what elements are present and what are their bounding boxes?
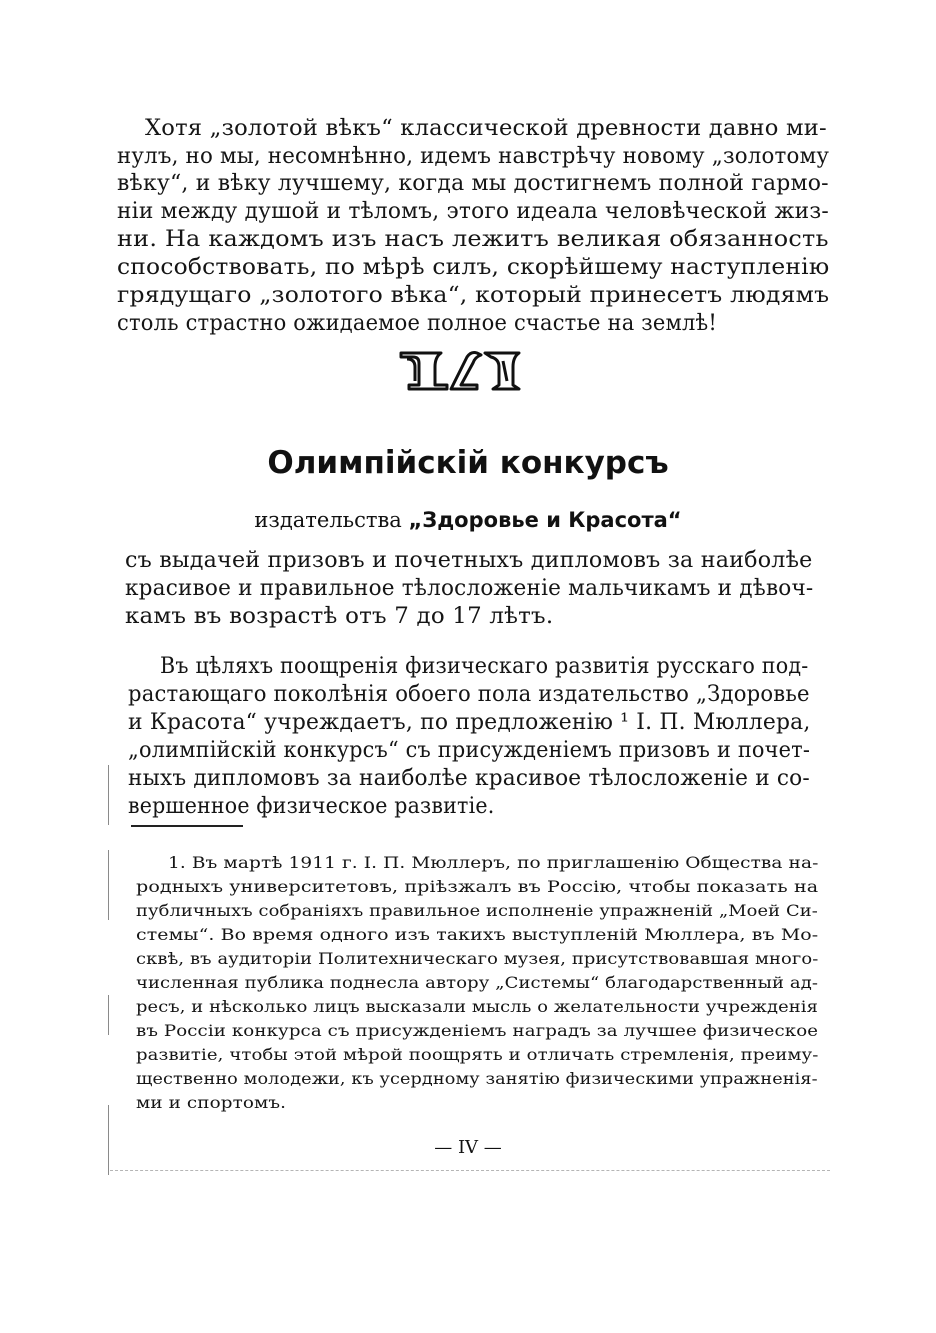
footnote-line: щественно молодежи, къ усердному занятію физическими упражненія- [136,1069,818,1088]
footnote-line: родныхъ университетовъ, пріѣзжалъ въ Россію, чтобы показать на [136,877,819,896]
page-number: — IV — [434,1137,502,1158]
section-heading: Олимпійскій конкурсъ [267,445,669,481]
prize-line: камъ въ возрастѣ отъ 7 до 17 лѣтъ. [125,604,554,629]
footnote-separator [131,825,243,827]
intro-line: нулъ, но мы, несомнѣнно, идемъ навстрѣчу новому „золотому [117,144,830,169]
main-line: ныхъ дипломовъ за наиболѣе красивое тѣлосложеніе и со- [128,766,810,791]
scan-margin-mark [108,850,109,920]
decorative-divider-ornament [395,345,525,393]
main-line: растающаго поколѣнія обоего пола издательство „Здоровье [128,682,810,707]
footnote-line: 1. Въ мартѣ 1911 г. І. П. Мюллеръ, по приглашенію Общества на- [168,853,819,872]
footnote-line: въ Россіи конкурса съ присужденіемъ наградъ за лучшее физическое [136,1021,819,1040]
footnote-line: публичныхъ собраніяхъ правильное исполненіе упражненій „Моей Си- [136,901,818,920]
footnote-line: численная публика поднесла автору „Системы“ благодарственный ад- [136,973,819,992]
intro-line: вѣку“, и вѣку лучшему, когда мы достигнемъ полной гармо- [117,171,829,196]
intro-line: ни. На каждомъ изъ насъ лежитъ великая обязанность [117,227,829,252]
footnote-line: стемы“. Во время одного изъ такихъ выступленій Мюллера, въ Мо- [136,925,819,944]
footnote-line: сквѣ, въ аудиторіи Политехническаго музея, присутствовавшая много- [136,949,819,968]
scan-bottom-dashes [110,1170,830,1171]
intro-line: столь страстно ожидаемое полное счастье на землѣ! [117,311,718,336]
intro-line: ніи между душой и тѣломъ, этого идеала человѣческой жиз- [117,199,829,224]
intro-line: грядущаго „золотого вѣка“, который принесетъ людямъ [117,283,830,308]
main-line: и Красота“ учреждаетъ, по предложенію ¹ І. П. Мюллера, [128,710,811,735]
main-line: Въ цѣляхъ поощренія физическаго развитія русскаго под- [160,654,809,679]
scan-margin-mark [108,1105,109,1175]
main-line: „олимпійскій конкурсъ“ съ присужденіемъ призовъ и почет- [128,738,811,763]
prize-line: красивое и правильное тѣлосложеніе мальчикамъ и дѣвоч- [125,576,814,601]
footnote-line: ми и спортомъ. [136,1093,287,1112]
publisher-subheading [0,508,936,532]
intro-line: способствовать, по мѣрѣ силъ, скорѣйшему наступленію [117,255,830,280]
intro-line: Хотя „золотой вѣкъ“ классической древности давно ми- [145,116,827,141]
footnote-line: развитіе, чтобы этой мѣрой поощрять и отличать стремленія, преиму- [136,1045,819,1064]
footnote-line: ресъ, и нѣсколько лицъ высказали мысль о желательности учрежденія [136,997,818,1016]
prize-line: съ выдачей призовъ и почетныхъ дипломовъ за наиболѣе [125,548,813,573]
subheading-prefix: издательства [254,508,409,532]
scan-margin-mark [108,995,109,1035]
scan-margin-mark [108,765,109,825]
publisher-name: „Здоровье и Красота“ [408,508,682,532]
main-line: вершенное физическое развитіе. [128,794,495,819]
